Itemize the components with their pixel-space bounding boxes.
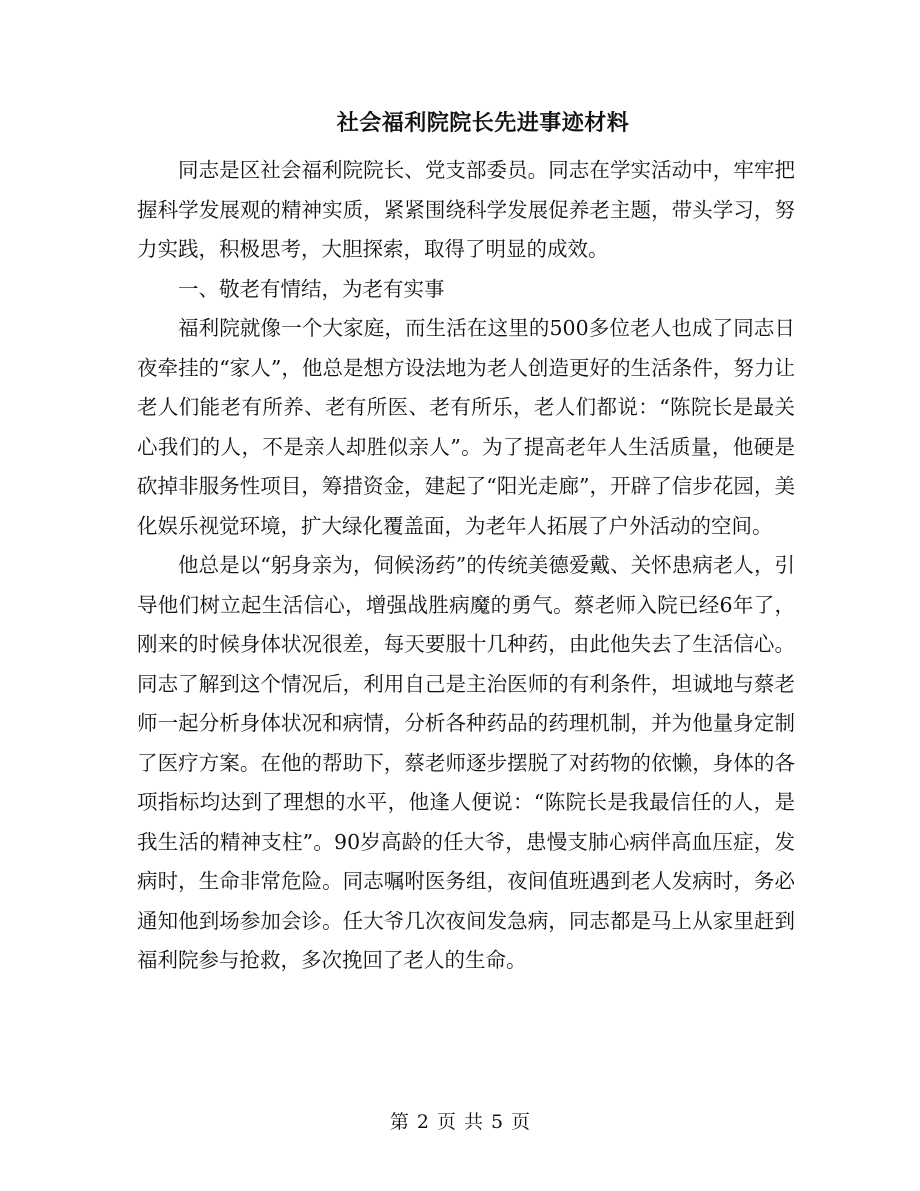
paragraph-intro: 同志是区社会福利院院长、党支部委员。同志在学实活动中，牢牢把握科学发展观的精神实质，紧紧围绕科学发展促养老主题，带头学习，努力实践，积极思考，大胆探索，取得了明显的成效。 [137, 158, 795, 261]
paragraph-family: 福利院就像一个大家庭，而生活在这里的500多位老人也成了同志日夜牵挂的“家人”，他总是想方设法地为老人创造更好的生活条件，努力让老人们能老有所养、老有所医、老有所乐，老人们都说：“陈院长是最关心我们的人，不是亲人却胜似亲人”。为了提高老年人生活质量，他硬是砍掉非服务性项目，筹措资金，建起了“阳光走廊”，开辟了信步花园，美化娱乐视觉环境，扩大绿化覆盖面，为老年人拓展了户外活动的空间。 [137, 316, 795, 538]
document-title: 社会福利院院长先进事迹材料 [336, 110, 630, 136]
section-heading: 一、敬老有情结，为老有实事 [178, 276, 445, 301]
document-body [137, 151, 795, 981]
page-number-footer: 第 2 页 共 5 页 [389, 1111, 531, 1133]
paragraph-care: 他总是以“躬身亲为，伺候汤药”的传统美德爱戴、关怀患病老人，引导他们树立起生活信心，增强战胜病魔的勇气。蔡老师入院已经6年了，刚来的时候身体状况很差，每天要服十几种药，由此他失去了生活信心。同志了解到这个情况后，利用自己是主治医师的有利条件，坦诚地与蔡老师一起分析身体状况和病情，分析各种药品的药理机制，并为他量身定制了医疗方案。在他的帮助下，蔡老师逐步摆脱了对药物的依懒，身体的各项指标均达到了理想的水平，他逢人便说：“陈院长是我最信任的人，是我生活的精神支柱”。90岁高龄的任大爷，患慢支肺心病伴高血压症，发病时，生命非常危险。同志嘱咐医务组，夜间值班遇到老人发病时，务必通知他到场参加会诊。任大爷几次夜间发急病，同志都是马上从家里赶到福利院参与抢救，多次挽回了老人的生命。 [137, 553, 795, 972]
